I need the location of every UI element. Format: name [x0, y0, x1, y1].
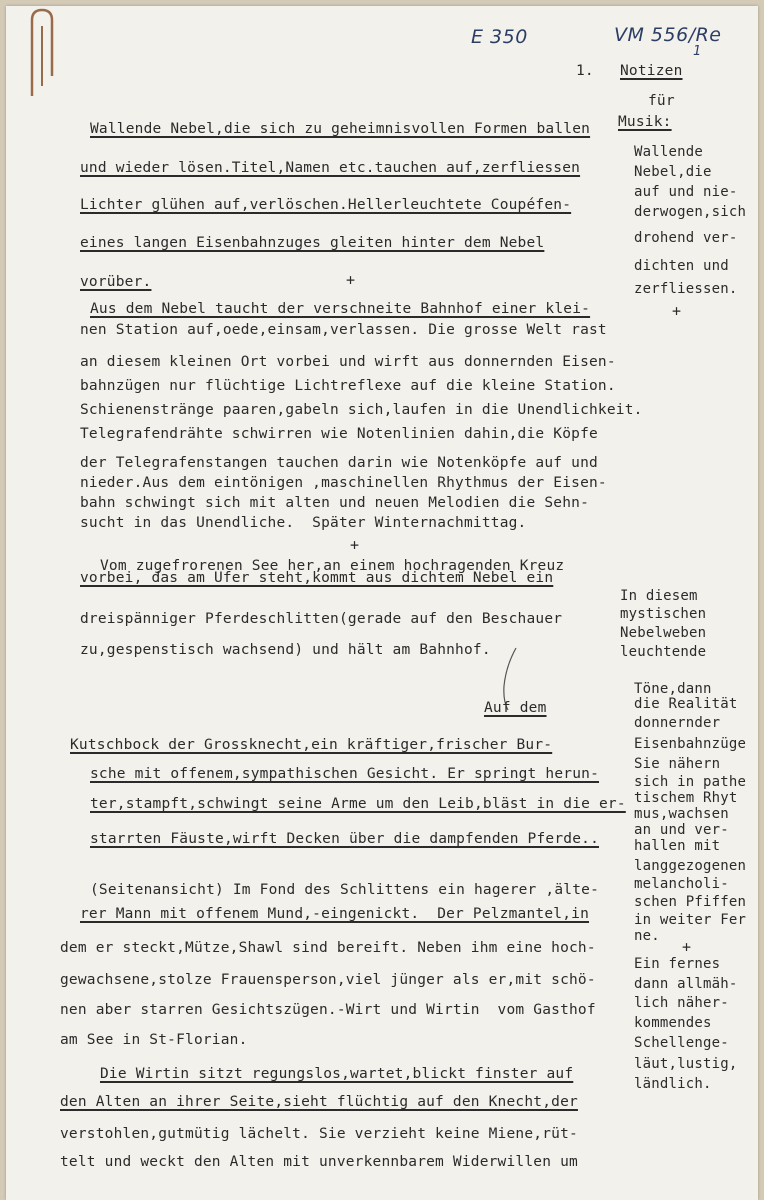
main-line: am See in St-Florian. [60, 1032, 248, 1048]
main-line: Wallende Nebel,die sich zu geheimnisvollen Formen ballen [90, 121, 591, 137]
margin-note-line: In diesem [620, 588, 698, 604]
margin-note-line: donnernder [634, 715, 721, 731]
margin-note-line: dann allmäh- [634, 976, 738, 992]
main-line: zu,gespenstisch wachsend) und hält am Bahnhof. [80, 642, 491, 658]
archive-code: E 350 [471, 26, 528, 48]
margin-note-line: hallen mit [634, 838, 721, 854]
music-for-label: für [648, 93, 675, 109]
signature-reference: VM 556/Re [614, 24, 722, 46]
main-line: bahnzügen nur flüchtige Lichtreflexe auf die kleine Station. [80, 378, 616, 394]
main-line: nen aber starren Gesichtszügen.-Wirt und Wirtin vom Gasthof [60, 1002, 596, 1018]
main-line: vorüber. [80, 274, 152, 290]
main-line: (Seitenansicht) Im Fond des Schlittens ein hagerer ,älte- [90, 882, 599, 898]
margin-note-line: leuchtende [620, 644, 707, 660]
margin-note-line: schen Pfiffen [634, 894, 747, 910]
margin-note-line: drohend ver- [634, 230, 738, 246]
margin-note-line: Eisenbahnzüge [634, 736, 747, 752]
paper-clip-icon [18, 6, 74, 106]
margin-note-line: Sie nähern [634, 756, 721, 772]
margin-separator: + [682, 938, 692, 956]
margin-note-line: derwogen,sich [634, 204, 747, 220]
section-number: 1. [576, 63, 594, 79]
margin-note-line: Ein fernes [634, 956, 721, 972]
margin-note-line: läut,lustig, [634, 1056, 738, 1072]
margin-note-line: lich näher- [634, 995, 729, 1011]
main-line: nieder.Aus dem eintönigen ,maschinellen Rhythmus der Eisen- [80, 475, 607, 491]
margin-note-line: ländlich. [634, 1076, 712, 1092]
main-line: nen Station auf,oede,einsam,verlassen. Die grosse Welt rast [80, 322, 607, 338]
main-line: Telegrafendrähte schwirren wie Notenlinien dahin,die Köpfe [80, 426, 598, 442]
main-line: Schienenstränge paaren,gabeln sich,laufen in die Unendlichkeit. [80, 402, 643, 418]
margin-note-line: mus,wachsen [634, 806, 729, 822]
main-line: sche mit offenem,sympathischen Gesicht. Er springt herun- [90, 766, 599, 782]
main-line: dreispänniger Pferdeschlitten(gerade auf den Beschauer [80, 611, 563, 627]
signature-subnumber: 1 [693, 44, 702, 59]
main-line: an diesem kleinen Ort vorbei und wirft aus donnernden Eisen- [80, 354, 616, 370]
margin-note-line: dichten und [634, 258, 729, 274]
main-line: eines langen Eisenbahnzuges gleiten hinter dem Nebel [80, 235, 545, 251]
document-page [6, 6, 758, 1200]
main-line: dem er steckt,Mütze,Shawl sind bereift. Neben ihm eine hoch- [60, 940, 596, 956]
margin-note-line: Nebelweben [620, 625, 707, 641]
margin-note-line: an und ver- [634, 822, 729, 838]
section-separator: + [346, 271, 356, 289]
main-line: Kutschbock der Grossknecht,ein kräftiger,frischer Bur- [70, 737, 553, 753]
margin-note-line: Schellenge- [634, 1035, 729, 1051]
main-line: starrten Fäuste,wirft Decken über die dampfenden Pferde.. [90, 831, 599, 847]
main-line: ter,stampft,schwingt seine Arme um den Leib,bläst in die er- [90, 796, 626, 812]
main-line: vorbei, das am Ufer steht,kommt aus dichtem Nebel ein [80, 570, 554, 586]
main-line: rer Mann mit offenem Mund,-eingenickt. Der Pelzmantel,in [80, 906, 589, 922]
margin-note-line: kommendes [634, 1015, 712, 1031]
margin-separator: + [672, 302, 682, 320]
section-separator: + [350, 536, 360, 554]
margin-note-line: langgezogenen [634, 858, 747, 874]
main-line: sucht in das Unendliche. Später Winternachmittag. [80, 515, 527, 531]
section-title: Notizen [620, 63, 683, 79]
music-label: Musik: [618, 114, 672, 130]
main-line: der Telegrafenstangen tauchen darin wie Notenköpfe auf und [80, 455, 598, 471]
margin-note-line: die Realität [634, 696, 738, 712]
main-line: Aus dem Nebel taucht der verschneite Bahnhof einer klei- [90, 301, 591, 317]
margin-note-line: sich in pathe [634, 774, 747, 790]
margin-note-line: melancholi- [634, 876, 729, 892]
margin-note-line: zerfliessen. [634, 281, 738, 297]
main-line: telt und weckt den Alten mit unverkennbarem Widerwillen um [60, 1154, 578, 1170]
main-line: Die Wirtin sitzt regungslos,wartet,blickt finster auf [100, 1066, 574, 1082]
main-line: verstohlen,gutmütig lächelt. Sie verzieht keine Miene,rüt- [60, 1126, 578, 1142]
main-line: und wieder lösen.Titel,Namen etc.tauchen auf,zerfliessen [80, 160, 581, 176]
main-line: Lichter glühen auf,verlöschen.Hellerleuchtete Coupéfen- [80, 197, 572, 213]
main-line: Vom zugefrorenen See her,an einem hochragenden Kreuz [100, 558, 565, 574]
main-line: den Alten an ihrer Seite,sieht flüchtig auf den Knecht,der [60, 1094, 578, 1110]
margin-note-line: auf und nie- [634, 184, 738, 200]
margin-note-line: Nebel,die [634, 164, 712, 180]
margin-note-line: Töne,dann [634, 681, 712, 697]
main-line: bahn schwingt sich mit alten und neuen Melodien die Sehn- [80, 495, 589, 511]
main-line: Auf dem [484, 700, 547, 716]
margin-note-line: Wallende [634, 144, 704, 160]
margin-note-line: ne. [634, 928, 660, 944]
margin-note-line: in weiter Fer [634, 912, 747, 928]
main-line: gewachsene,stolze Frauensperson,viel jünger als er,mit schö- [60, 972, 596, 988]
margin-note-line: mystischen [620, 606, 707, 622]
margin-note-line: tischem Rhyt [634, 790, 738, 806]
